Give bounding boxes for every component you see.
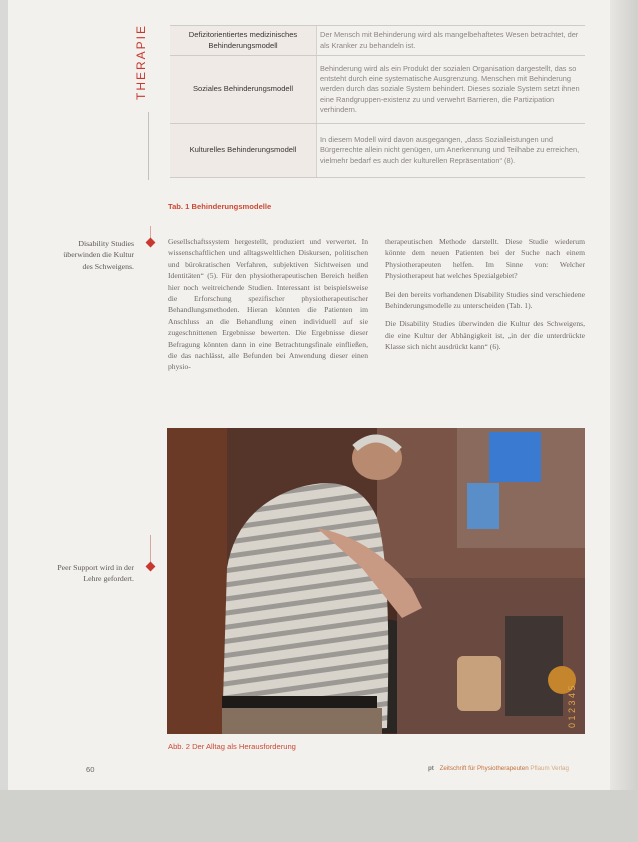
margin-note: Disability Studies überwinden die Kultur des Schweigens. bbox=[63, 239, 134, 271]
footer-page: pt bbox=[428, 765, 434, 772]
model-description: Behinderung wird als ein Produkt der sozialen Organisation dargestellt, das so entsteht durch eine systematische Ausgrenzung. Menschen mit Behinderung werden durch das soziale System behindert. Dieses soziale System setzt ihnen eine Randgruppen-existenz zu und verwehrt Barrieren, die Partizipation verhindern. bbox=[317, 56, 586, 124]
section-title: THERAPIE bbox=[134, 23, 148, 100]
page-footer bbox=[428, 765, 569, 772]
figure-photo bbox=[167, 428, 585, 734]
photo-caption: Abb. 2 Der Alltag als Herausforderung bbox=[168, 742, 296, 751]
margin-note: Peer Support wird in der Lehre gefordert. bbox=[57, 563, 134, 584]
body-paragraph: Die Disability Studies überwinden die Kultur des Schweigens, die eine Kultur der Abhängigkeit ist, „in der die unterdrückte Klasse sich nicht ausdrückt kann“ (6). bbox=[385, 319, 585, 352]
page-edge-shadow bbox=[610, 0, 638, 790]
model-name: Soziales Behinderungsmodell bbox=[170, 56, 317, 124]
poster-small bbox=[467, 483, 499, 529]
body-column-left bbox=[168, 236, 368, 380]
model-name: Kulturelles Behinderungsmodell bbox=[170, 124, 317, 178]
behinderungsmodelle-table bbox=[170, 25, 585, 178]
trousers bbox=[222, 708, 382, 734]
footer-magazine: Zeitschrift für Physiotherapeuten bbox=[439, 765, 529, 772]
model-name: Defizitorientiertes medizinisches Behinderungsmodell bbox=[170, 26, 317, 56]
photo-illustration bbox=[167, 428, 585, 734]
jar bbox=[457, 656, 501, 711]
section-divider bbox=[148, 112, 149, 180]
body-column-right bbox=[385, 236, 585, 360]
poster bbox=[489, 432, 541, 482]
utensils bbox=[505, 616, 563, 716]
table-row bbox=[170, 124, 585, 178]
scan-background bbox=[0, 790, 638, 842]
model-description: Der Mensch mit Behinderung wird als mangelbehaftetes Wesen betrachtet, der als Kranker zu behandeln ist. bbox=[317, 26, 586, 56]
table-caption: Tab. 1 Behinderungsmodelle bbox=[168, 202, 272, 211]
photo-timestamp: 0 1 2 3 4 5 bbox=[567, 685, 577, 728]
page-number: 60 bbox=[86, 765, 95, 774]
body-paragraph: therapeutischen Methode darstellt. Diese Studie wiederum könnte dem neuen Patienten bei der Suche nach einem Physiotherapeuten helfen. Im Sinne von: Welcher Physiotherapeut hat welches Spezialgebiet? bbox=[385, 237, 585, 281]
table-row bbox=[170, 56, 585, 124]
table-row bbox=[170, 26, 585, 56]
doorframe bbox=[167, 428, 227, 734]
belt bbox=[222, 696, 377, 708]
body-paragraph: Bei den bereits vorhandenen Disability Studies sind verschiedene Behinderungsmodelle zu unterscheiden (Tab. 1). bbox=[385, 289, 585, 310]
body-paragraph: Gesellschaftssystem hergestellt, produziert und verwertet. In wissenschaftlichen und alltagsweltlichen Diskursen, politischen und bürokratischen Verfahren, subjektiven Sichtweisen und Identitäten“ (5). Für den physiotherapeutischen Bereich heißen hier noch weitreichende Studien. Interessant ist beispielsweise die Erforschung spezifischer physiotherapeutischer Behandlungsmethoden. Hieran könnten die Patienten im Anschluss an die Behandlung einen individuell auf sie zugeschnittenen Ergebnisse bewerten. Die Ergebnisse dieser Befragung könnten dann in eine Betrachtungsfinale einfließen, die das nachlässt, alle Befunden bei Anwendung dieser einen physio- bbox=[168, 237, 368, 372]
model-description: In diesem Modell wird davon ausgegangen, „dass Sozialleistungen und Bürgerrechte allein nicht genügen, um Anerkennung und Teilhabe zu erreichen, vielmehr bedarf es auch der kulturellen Repräsentation“ (8). bbox=[317, 124, 586, 178]
footer-publisher: Pflaum Verlag bbox=[530, 765, 569, 772]
